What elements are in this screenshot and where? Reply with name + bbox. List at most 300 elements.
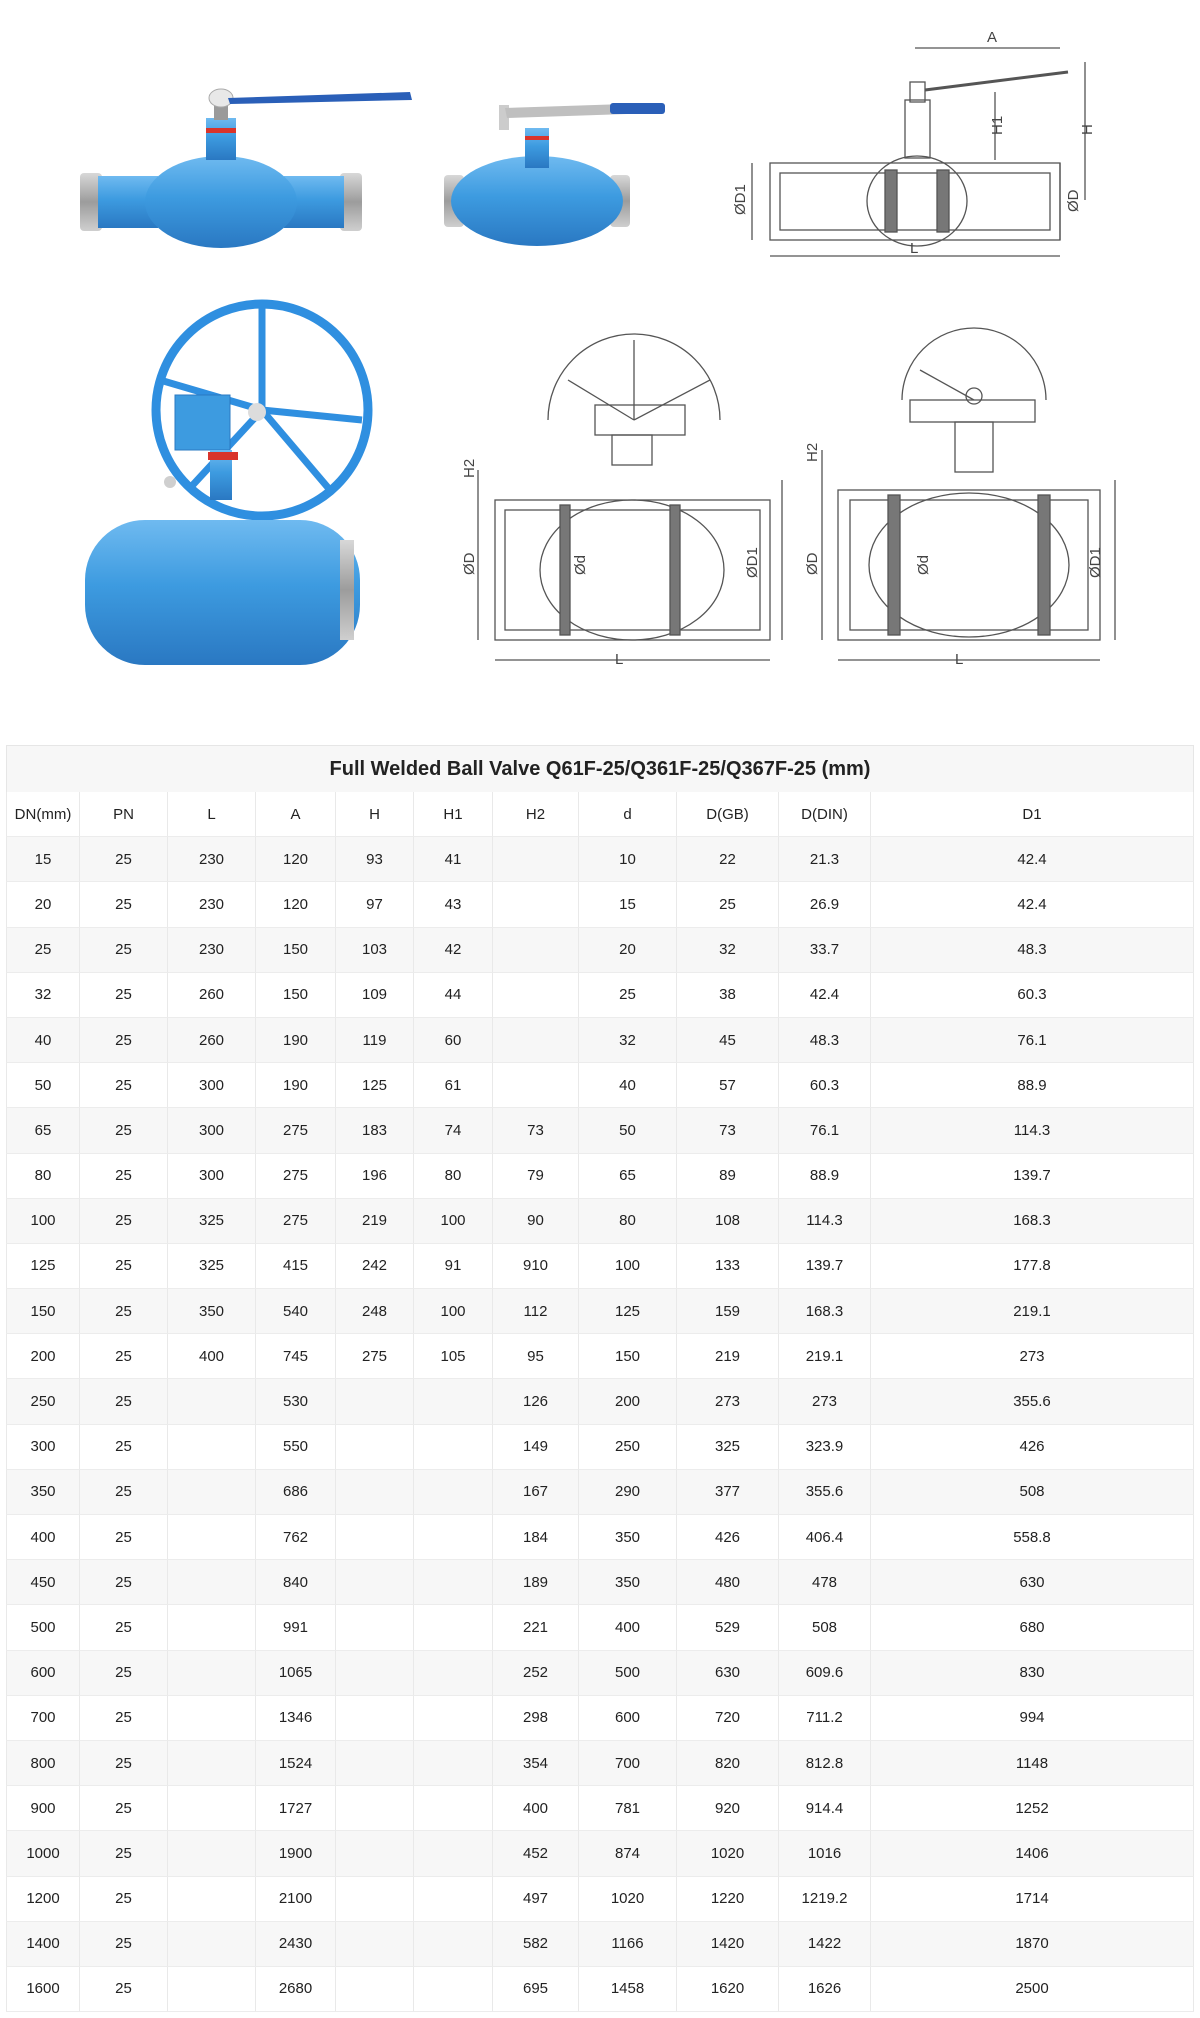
table-cell: 125: [6, 1244, 80, 1289]
table-cell: [414, 1877, 493, 1922]
table-cell: 2500: [871, 1967, 1194, 2012]
table-cell: 1020: [677, 1831, 779, 1876]
table-cell: 250: [6, 1379, 80, 1424]
table-cell: 355.6: [779, 1470, 871, 1515]
table-cell: [336, 1877, 414, 1922]
table-cell: 1252: [871, 1786, 1194, 1831]
col-header: H2: [493, 792, 579, 837]
table-cell: 73: [493, 1108, 579, 1153]
table-cell: 15: [579, 882, 677, 927]
table-cell: 42.4: [871, 882, 1194, 927]
table-cell: 25: [579, 973, 677, 1018]
table-row: [6, 1018, 1194, 1063]
table-row: [6, 1560, 1194, 1605]
table-cell: 76.1: [779, 1108, 871, 1153]
table-cell: 250: [579, 1425, 677, 1470]
table-title: Full Welded Ball Valve Q61F-25/Q361F-25/Q367F-25 (mm): [6, 745, 1194, 792]
table-cell: [493, 837, 579, 882]
table-cell: 1727: [256, 1786, 336, 1831]
table-cell: 452: [493, 1831, 579, 1876]
table-cell: 480: [677, 1560, 779, 1605]
table-cell: 260: [168, 1018, 256, 1063]
table-cell: 190: [256, 1018, 336, 1063]
table-cell: [168, 1786, 256, 1831]
table-cell: 1458: [579, 1967, 677, 2012]
table-cell: 189: [493, 1560, 579, 1605]
table-cell: 149: [493, 1425, 579, 1470]
table-cell: 22: [677, 837, 779, 882]
table-cell: 48.3: [779, 1018, 871, 1063]
table-cell: 139.7: [779, 1244, 871, 1289]
table-row: [6, 973, 1194, 1018]
table-cell: 600: [6, 1651, 80, 1696]
gearbox-valve-drawing-2: [822, 328, 1115, 660]
table-cell: 1400: [6, 1922, 80, 1967]
table-cell: 745: [256, 1334, 336, 1379]
table-cell: [168, 1877, 256, 1922]
table-cell: [336, 1967, 414, 2012]
table-cell: 25: [80, 1922, 168, 1967]
table-cell: 97: [336, 882, 414, 927]
table-cell: 20: [6, 882, 80, 927]
table-cell: [168, 1425, 256, 1470]
table-cell: 450: [6, 1560, 80, 1605]
table-cell: 350: [579, 1515, 677, 1560]
table-cell: 25: [80, 1289, 168, 1334]
table-cell: 100: [579, 1244, 677, 1289]
table-cell: 60: [414, 1018, 493, 1063]
table-row: [6, 1922, 1194, 1967]
table-cell: 711.2: [779, 1696, 871, 1741]
col-header: D(DIN): [779, 792, 871, 837]
table-cell: 273: [871, 1334, 1194, 1379]
table-cell: 90: [493, 1199, 579, 1244]
table-cell: 991: [256, 1605, 336, 1650]
col-header: DN(mm): [6, 792, 80, 837]
table-cell: 125: [336, 1063, 414, 1108]
table-cell: 50: [6, 1063, 80, 1108]
table-cell: [493, 928, 579, 973]
table-cell: 183: [336, 1108, 414, 1153]
table-cell: 529: [677, 1605, 779, 1650]
table-cell: 25: [80, 1199, 168, 1244]
table-cell: 57: [677, 1063, 779, 1108]
table-cell: [168, 1831, 256, 1876]
table-cell: [168, 1922, 256, 1967]
table-cell: [414, 1515, 493, 1560]
table-cell: 42.4: [871, 837, 1194, 882]
label-od-right: ØD: [804, 552, 821, 575]
table-cell: 275: [256, 1108, 336, 1153]
table-cell: 325: [168, 1199, 256, 1244]
table-cell: 25: [80, 1651, 168, 1696]
table-cell: 1000: [6, 1831, 80, 1876]
table-cell: 41: [414, 837, 493, 882]
table-cell: 60.3: [779, 1063, 871, 1108]
table-cell: 88.9: [871, 1063, 1194, 1108]
table-cell: [414, 1696, 493, 1741]
table-row: [6, 1696, 1194, 1741]
table-cell: 89: [677, 1154, 779, 1199]
table-cell: 42.4: [779, 973, 871, 1018]
label-h: H: [1079, 124, 1096, 135]
table-cell: 32: [677, 928, 779, 973]
table-cell: 1148: [871, 1741, 1194, 1786]
table-cell: 126: [493, 1379, 579, 1424]
table-cell: 120: [256, 882, 336, 927]
table-cell: 25: [80, 1605, 168, 1650]
table-cell: 44: [414, 973, 493, 1018]
table-cell: 177.8: [871, 1244, 1194, 1289]
table-row: [6, 1199, 1194, 1244]
table-cell: [414, 1605, 493, 1650]
table-cell: 1620: [677, 1967, 779, 2012]
table-cell: [336, 1470, 414, 1515]
table-cell: 609.6: [779, 1651, 871, 1696]
table-cell: 680: [871, 1605, 1194, 1650]
table-cell: 325: [677, 1425, 779, 1470]
table-cell: 80: [579, 1199, 677, 1244]
table-cell: 219.1: [871, 1289, 1194, 1334]
table-cell: 1600: [6, 1967, 80, 2012]
table-cell: [414, 1560, 493, 1605]
table-row: [6, 1877, 1194, 1922]
table-cell: [336, 1786, 414, 1831]
table-cell: [168, 1741, 256, 1786]
table-cell: 40: [6, 1018, 80, 1063]
table-cell: 230: [168, 837, 256, 882]
table-cell: 426: [871, 1425, 1194, 1470]
table-cell: 190: [256, 1063, 336, 1108]
lever-valve-technical-drawing: [752, 48, 1085, 256]
label-od1-top: ØD1: [732, 184, 749, 215]
table-cell: 298: [493, 1696, 579, 1741]
table-row: [6, 1379, 1194, 1424]
table-cell: 150: [256, 973, 336, 1018]
table-cell: 100: [414, 1289, 493, 1334]
table-cell: [168, 1379, 256, 1424]
gearbox-valve-drawing-1: [478, 334, 782, 660]
table-cell: 45: [677, 1018, 779, 1063]
table-cell: 139.7: [871, 1154, 1194, 1199]
table-cell: [414, 1922, 493, 1967]
table-cell: 25: [80, 973, 168, 1018]
table-cell: 25: [80, 1379, 168, 1424]
table-cell: 1219.2: [779, 1877, 871, 1922]
table-row: [6, 1108, 1194, 1153]
table-row: [6, 1741, 1194, 1786]
table-cell: 184: [493, 1515, 579, 1560]
table-cell: 1220: [677, 1877, 779, 1922]
table-cell: [336, 1922, 414, 1967]
table-cell: 1714: [871, 1877, 1194, 1922]
table-cell: 2430: [256, 1922, 336, 1967]
table-cell: 219: [677, 1334, 779, 1379]
table-cell: 25: [80, 882, 168, 927]
table-cell: 252: [493, 1651, 579, 1696]
table-cell: 426: [677, 1515, 779, 1560]
table-cell: 25: [80, 1696, 168, 1741]
table-cell: 74: [414, 1108, 493, 1153]
table-body: [6, 837, 1194, 2012]
table-cell: 695: [493, 1967, 579, 2012]
table-cell: 25: [80, 1018, 168, 1063]
table-row: [6, 1470, 1194, 1515]
table-cell: 415: [256, 1244, 336, 1289]
table-cell: 43: [414, 882, 493, 927]
table-cell: 168.3: [871, 1199, 1194, 1244]
table-cell: 762: [256, 1515, 336, 1560]
table-cell: [493, 882, 579, 927]
table-row: [6, 1515, 1194, 1560]
table-cell: 40: [579, 1063, 677, 1108]
table-cell: 290: [579, 1470, 677, 1515]
table-cell: 25: [80, 1470, 168, 1515]
table-cell: 200: [579, 1379, 677, 1424]
table-cell: 100: [6, 1199, 80, 1244]
label-l-top: L: [910, 240, 919, 257]
table-cell: 400: [579, 1605, 677, 1650]
table-cell: 900: [6, 1786, 80, 1831]
label-od-left: ØD: [461, 552, 478, 575]
table-cell: 500: [6, 1605, 80, 1650]
table-cell: 219: [336, 1199, 414, 1244]
lever-valve-short-photo: [444, 103, 665, 246]
table-row: [6, 1154, 1194, 1199]
col-header: H: [336, 792, 414, 837]
table-cell: 25: [80, 1967, 168, 2012]
spec-table: [6, 745, 1194, 2012]
table-row: [6, 1651, 1194, 1696]
table-cell: 21.3: [779, 837, 871, 882]
table-cell: 25: [80, 1877, 168, 1922]
table-cell: 1406: [871, 1831, 1194, 1876]
table-cell: 1346: [256, 1696, 336, 1741]
table-cell: 1870: [871, 1922, 1194, 1967]
table-cell: 25: [80, 1154, 168, 1199]
table-cell: 1200: [6, 1877, 80, 1922]
table-cell: 323.9: [779, 1425, 871, 1470]
table-cell: 820: [677, 1741, 779, 1786]
table-cell: 558.8: [871, 1515, 1194, 1560]
table-cell: 100: [414, 1199, 493, 1244]
table-cell: [168, 1967, 256, 2012]
table-cell: 196: [336, 1154, 414, 1199]
table-cell: 25: [80, 1786, 168, 1831]
table-cell: 200: [6, 1334, 80, 1379]
table-row: [6, 882, 1194, 927]
table-row: [6, 1967, 1194, 2012]
table-cell: 920: [677, 1786, 779, 1831]
product-illustrations: [0, 0, 1200, 740]
table-cell: 300: [6, 1425, 80, 1470]
table-cell: [168, 1605, 256, 1650]
label-a: A: [987, 29, 998, 46]
table-cell: 15: [6, 837, 80, 882]
table-cell: 500: [579, 1651, 677, 1696]
col-header: d: [579, 792, 677, 837]
table-cell: 914.4: [779, 1786, 871, 1831]
table-cell: 150: [579, 1334, 677, 1379]
table-cell: 530: [256, 1379, 336, 1424]
table-cell: [414, 1470, 493, 1515]
label-h2-right: H2: [804, 442, 821, 462]
table-cell: 109: [336, 973, 414, 1018]
table-cell: 1020: [579, 1877, 677, 1922]
table-cell: [168, 1560, 256, 1605]
table-cell: 159: [677, 1289, 779, 1334]
table-cell: 300: [168, 1063, 256, 1108]
col-header: H1: [414, 792, 493, 837]
table-cell: 221: [493, 1605, 579, 1650]
table-cell: 874: [579, 1831, 677, 1876]
table-cell: 108: [677, 1199, 779, 1244]
table-row: [6, 1605, 1194, 1650]
table-cell: 25: [6, 928, 80, 973]
table-cell: [336, 1651, 414, 1696]
table-cell: 25: [80, 1063, 168, 1108]
table-cell: 1900: [256, 1831, 336, 1876]
table-cell: 400: [168, 1334, 256, 1379]
table-cell: 377: [677, 1470, 779, 1515]
table-cell: 355.6: [871, 1379, 1194, 1424]
table-cell: 80: [414, 1154, 493, 1199]
table-cell: 700: [6, 1696, 80, 1741]
table-cell: 1422: [779, 1922, 871, 1967]
table-cell: 61: [414, 1063, 493, 1108]
table-cell: [168, 1651, 256, 1696]
table-cell: 830: [871, 1651, 1194, 1696]
table-cell: 406.4: [779, 1515, 871, 1560]
table-cell: 114.3: [871, 1108, 1194, 1153]
label-h2-left: H2: [461, 458, 478, 478]
table-cell: [493, 973, 579, 1018]
table-cell: 48.3: [871, 928, 1194, 973]
table-cell: 478: [779, 1560, 871, 1605]
table-cell: 114.3: [779, 1199, 871, 1244]
table-cell: 150: [6, 1289, 80, 1334]
table-cell: 1524: [256, 1741, 336, 1786]
table-cell: 1420: [677, 1922, 779, 1967]
table-cell: 25: [677, 882, 779, 927]
table-cell: 400: [493, 1786, 579, 1831]
table-cell: 350: [6, 1470, 80, 1515]
table-cell: 230: [168, 928, 256, 973]
table-cell: 32: [579, 1018, 677, 1063]
table-cell: 2100: [256, 1877, 336, 1922]
table-cell: 248: [336, 1289, 414, 1334]
table-cell: 168.3: [779, 1289, 871, 1334]
table-cell: 120: [256, 837, 336, 882]
table-row: [6, 1244, 1194, 1289]
table-cell: 80: [6, 1154, 80, 1199]
table-cell: 25: [80, 928, 168, 973]
col-header: A: [256, 792, 336, 837]
table-cell: 275: [256, 1199, 336, 1244]
table-cell: 20: [579, 928, 677, 973]
label-odsmall-left: Ød: [572, 554, 589, 575]
table-cell: 103: [336, 928, 414, 973]
table-cell: 275: [336, 1334, 414, 1379]
table-cell: 582: [493, 1922, 579, 1967]
table-cell: [336, 1741, 414, 1786]
table-cell: 686: [256, 1470, 336, 1515]
table-cell: 910: [493, 1244, 579, 1289]
table-cell: 33.7: [779, 928, 871, 973]
table-cell: 273: [779, 1379, 871, 1424]
gearbox-valve-photo: [85, 304, 368, 665]
table-cell: 10: [579, 837, 677, 882]
table-cell: 994: [871, 1696, 1194, 1741]
table-cell: 25: [80, 1515, 168, 1560]
table-cell: [168, 1696, 256, 1741]
table-cell: 65: [6, 1108, 80, 1153]
table-cell: 242: [336, 1244, 414, 1289]
table-cell: 150: [256, 928, 336, 973]
table-cell: 125: [579, 1289, 677, 1334]
table-cell: [336, 1605, 414, 1650]
table-cell: 76.1: [871, 1018, 1194, 1063]
table-cell: [414, 1651, 493, 1696]
table-cell: 79: [493, 1154, 579, 1199]
table-cell: 497: [493, 1877, 579, 1922]
table-cell: 93: [336, 837, 414, 882]
table-cell: [336, 1425, 414, 1470]
table-cell: [336, 1515, 414, 1560]
spec-table-container: [6, 745, 1194, 2012]
table-row: [6, 1289, 1194, 1334]
table-cell: 88.9: [779, 1154, 871, 1199]
table-cell: 105: [414, 1334, 493, 1379]
table-cell: 230: [168, 882, 256, 927]
table-row: [6, 928, 1194, 973]
table-cell: [168, 1470, 256, 1515]
table-cell: 700: [579, 1741, 677, 1786]
table-cell: 25: [80, 1560, 168, 1605]
table-cell: 600: [579, 1696, 677, 1741]
table-cell: 350: [168, 1289, 256, 1334]
table-cell: 25: [80, 1831, 168, 1876]
table-cell: [493, 1018, 579, 1063]
lever-valve-long-photo: [80, 89, 412, 248]
table-cell: 133: [677, 1244, 779, 1289]
table-cell: 25: [80, 837, 168, 882]
label-od1-left: ØD1: [744, 547, 761, 578]
table-cell: [414, 1741, 493, 1786]
table-cell: 60.3: [871, 973, 1194, 1018]
table-cell: 25: [80, 1334, 168, 1379]
table-cell: [336, 1560, 414, 1605]
table-cell: 167: [493, 1470, 579, 1515]
table-cell: 50: [579, 1108, 677, 1153]
col-header: D1: [871, 792, 1194, 837]
table-cell: 354: [493, 1741, 579, 1786]
table-header-row: [6, 792, 1194, 837]
col-header: D(GB): [677, 792, 779, 837]
table-cell: 26.9: [779, 882, 871, 927]
label-l-left: L: [615, 651, 624, 668]
table-cell: 112: [493, 1289, 579, 1334]
table-cell: 508: [871, 1470, 1194, 1515]
table-cell: 25: [80, 1244, 168, 1289]
col-header: PN: [80, 792, 168, 837]
col-header: L: [168, 792, 256, 837]
table-cell: 260: [168, 973, 256, 1018]
table-cell: 1016: [779, 1831, 871, 1876]
table-cell: 25: [80, 1108, 168, 1153]
table-cell: 630: [871, 1560, 1194, 1605]
table-cell: 720: [677, 1696, 779, 1741]
